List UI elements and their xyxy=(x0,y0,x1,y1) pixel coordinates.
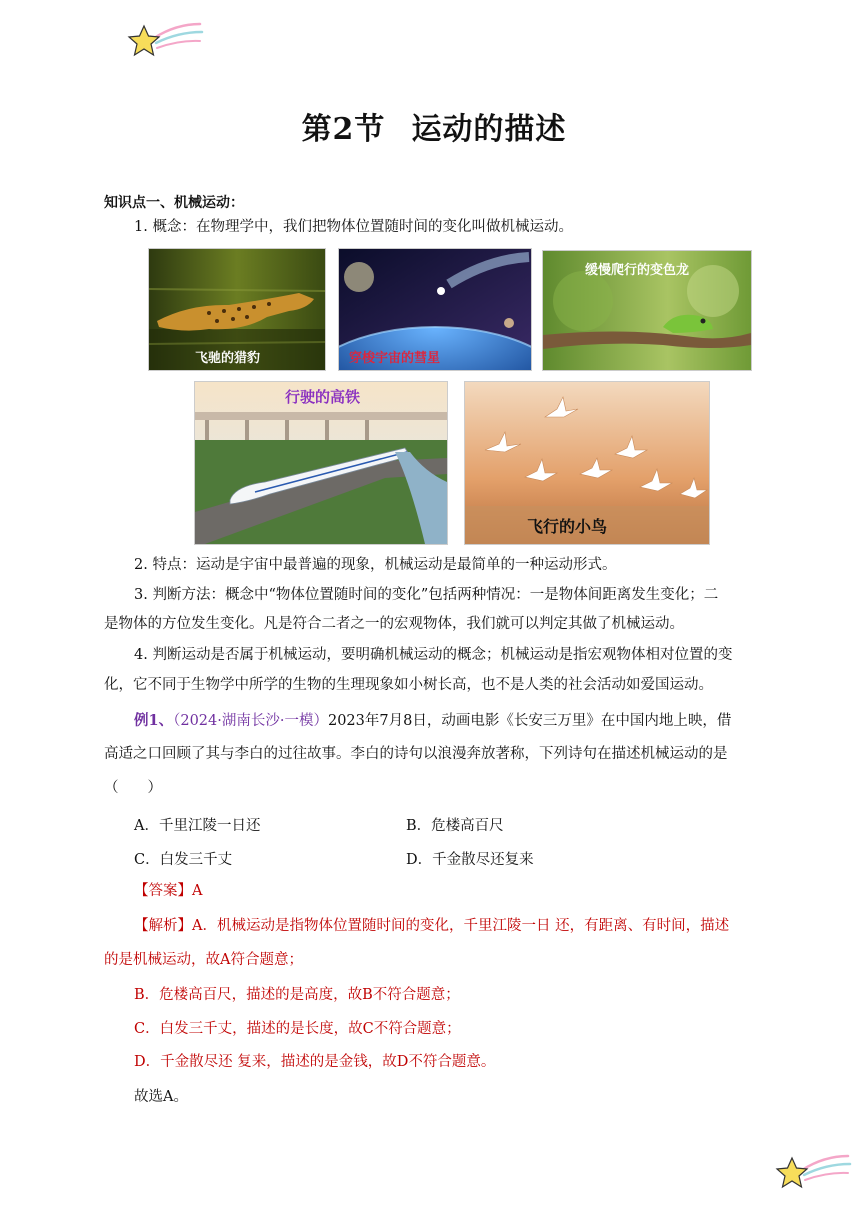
title-topic: 运动的描述 xyxy=(411,112,567,147)
analysis-d: D．千金散尽还 复来，描述的是金钱，故D不符合题意。 xyxy=(134,1054,496,1070)
example-stem-line2: 高适之口回顾了其与李白的过往故事。李白的诗句以浪漫奔放著称，下列诗句在描述机械运动的是 xyxy=(104,746,728,762)
analysis-c: C．白发三千丈，描述的是长度，故C不符合题意； xyxy=(134,1021,461,1037)
chameleon-caption: 缓慢爬行的变色龙 xyxy=(585,263,690,278)
analysis-line1 xyxy=(134,916,729,936)
example-source: （2024·湖南长沙·一模） xyxy=(173,713,328,729)
option-c: C．白发三千丈 xyxy=(134,852,233,868)
comet-photo xyxy=(338,248,532,371)
option-a: A．千里江陵一日还 xyxy=(134,818,261,834)
comet-caption: 穿梭宇宙的彗星 xyxy=(349,351,441,366)
note-text-line1: 4. 判断运动是否属于机械运动，要明确机械运动的概念；机械运动是指宏观物体相对位置的变 xyxy=(134,647,733,663)
knowledge-heading: 知识点一、机械运动： xyxy=(104,195,244,211)
example-stem-text: 2023年7月8日，动画电影《长安三万里》在中国内地上映，借 xyxy=(327,713,732,729)
cheetah-photo xyxy=(148,248,326,371)
birds-caption: 飞行的小鸟 xyxy=(527,517,608,536)
example-label: 例1、 xyxy=(134,712,174,729)
judge-text-line2: 是物体的方位发生变化。凡是符合二者之一的宏观物体，我们就可以判定其做了机械运动。 xyxy=(104,616,684,632)
birds-photo xyxy=(464,381,710,545)
analysis-label: 【解析】 xyxy=(134,918,192,934)
train-photo xyxy=(194,381,448,545)
features-text: 2. 特点：运动是宇宙中最普遍的现象，机械运动是最简单的一种运动形式。 xyxy=(134,557,617,573)
analysis-b: B．危楼高百尺，描述的是高度，故B不符合题意； xyxy=(134,987,460,1003)
option-d: D．千金散尽还复来 xyxy=(406,852,534,868)
example-stem-line1 xyxy=(134,711,731,731)
note-text-line2: 化，它不同于生物学中所学的生物的生理现象如小树长高，也不是人类的社会活动如爱国运动。 xyxy=(104,677,713,693)
analysis-a-text: A．机械运动是指物体位置随时间的变化，千里江陵一日 还，有距离、有时间，描述 xyxy=(192,918,730,934)
title-section: 第2节 xyxy=(301,112,386,147)
concept-text: 1. 概念：在物理学中，我们把物体位置随时间的变化叫做机械运动。 xyxy=(134,219,573,235)
example-blank: （ ） xyxy=(104,780,162,796)
shooting-star-icon xyxy=(772,1150,852,1198)
answer-text: 【答案】A xyxy=(134,883,203,899)
chameleon-photo xyxy=(542,250,752,371)
page-title xyxy=(0,104,868,148)
train-caption: 行驶的高铁 xyxy=(285,388,361,406)
conclusion-text: 故选A。 xyxy=(134,1089,188,1105)
option-b: B．危楼高百尺 xyxy=(406,818,504,834)
shooting-star-icon xyxy=(124,18,204,66)
cheetah-caption: 飞驰的猎豹 xyxy=(195,351,261,366)
analysis-line2: 的是机械运动，故A符合题意； xyxy=(104,952,303,968)
judge-text-line1: 3. 判断方法：概念中“物体位置随时间的变化”包括两种情况：一是物体间距离发生变化；二 xyxy=(134,587,719,603)
